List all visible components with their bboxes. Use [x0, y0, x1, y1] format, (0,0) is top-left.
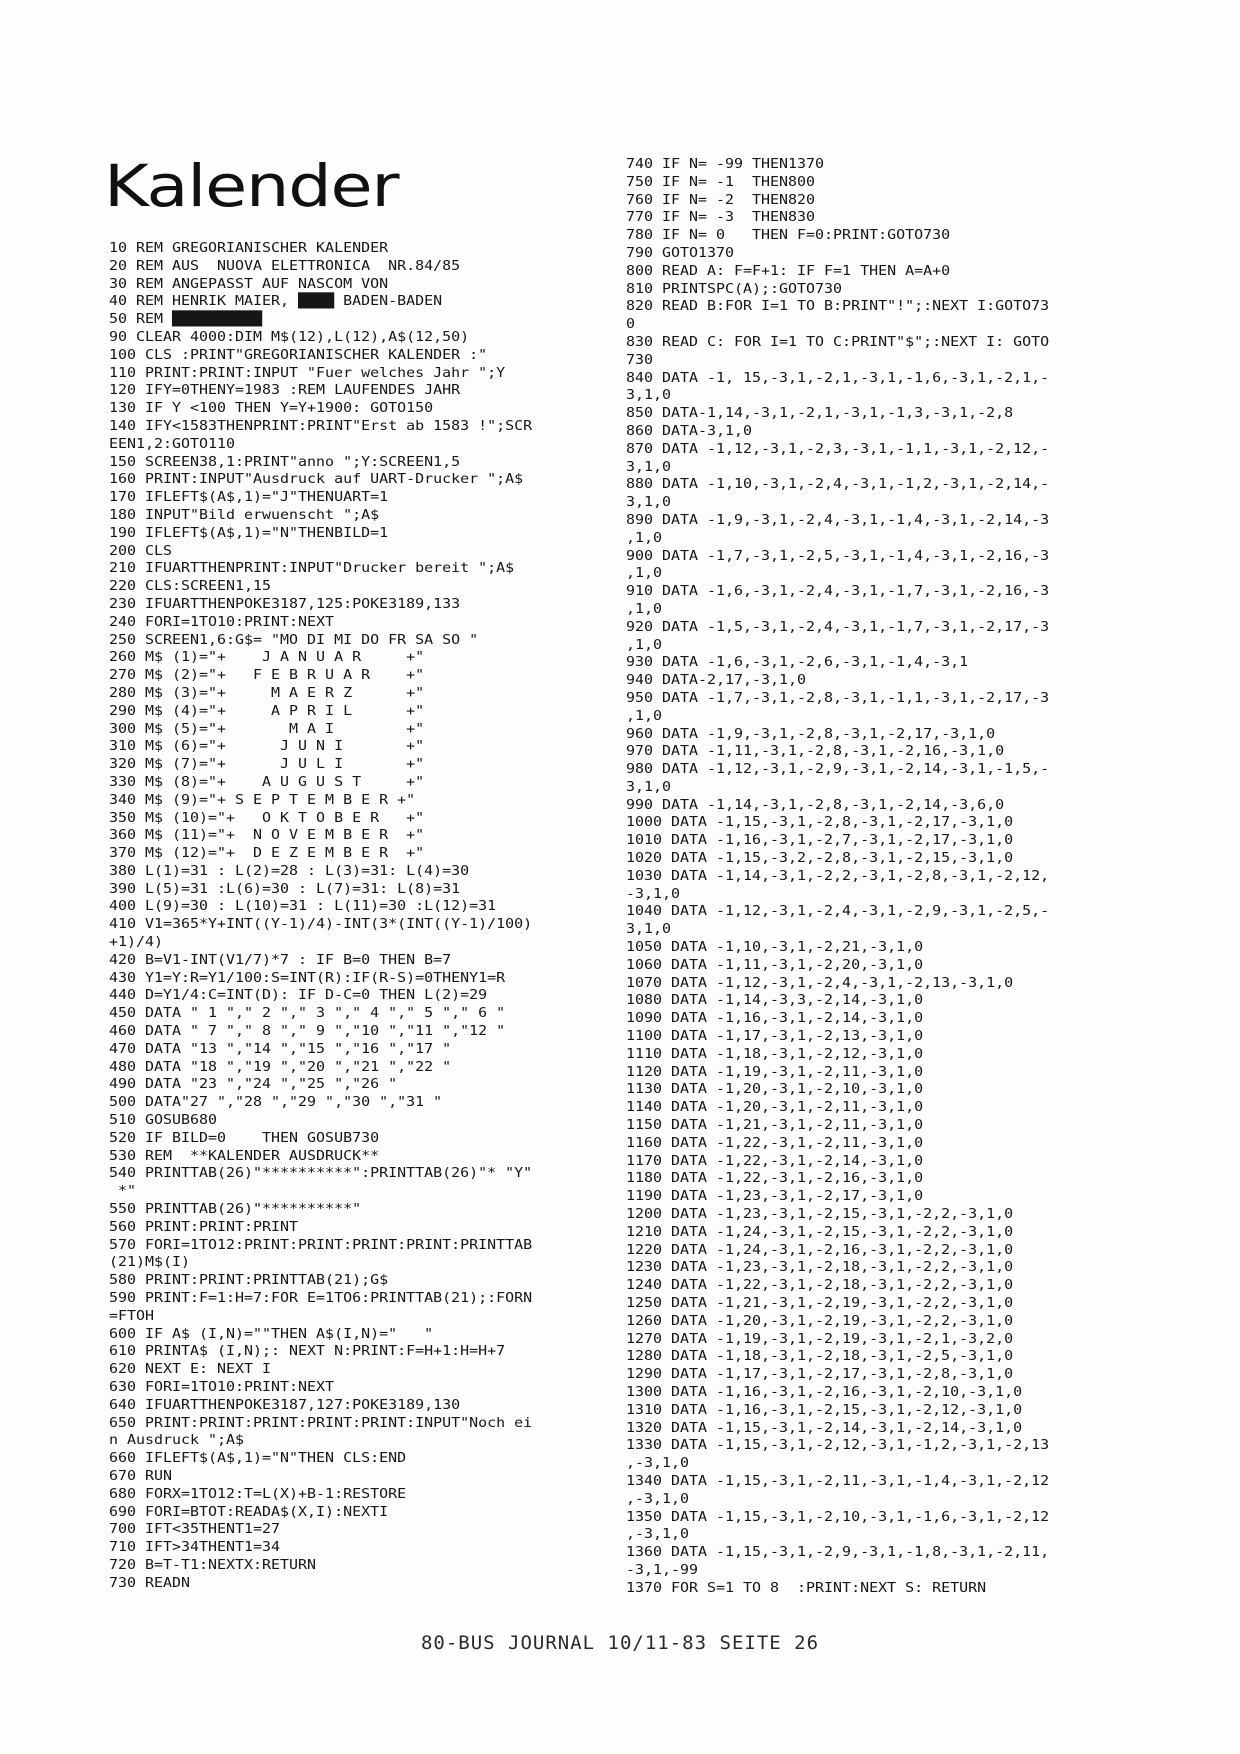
code-line: ,-3,1,0	[626, 1490, 690, 1507]
code-line: 880 DATA -1,10,-3,1,-2,4,-3,1,-1,2,-3,1,-2,14,-	[626, 476, 1050, 493]
code-line: 150 SCREEN38,1:PRINT"anno ";Y:SCREEN1,5	[109, 453, 461, 470]
code-line: 1020 DATA -1,15,-3,2,-2,8,-3,1,-2,15,-3,1,0	[626, 850, 1014, 867]
code-line: 560 PRINT:PRINT:PRINT	[109, 1218, 299, 1235]
code-line: 770 IF N= -3 THEN830	[626, 209, 816, 226]
code-line: 1010 DATA -1,16,-3,1,-2,7,-3,1,-2,17,-3,1,0	[626, 832, 1014, 849]
code-line: 1290 DATA -1,17,-3,1,-2,17,-3,1,-2,8,-3,1,0	[626, 1366, 1014, 1383]
code-line: (21)M$(I)	[109, 1254, 191, 1271]
code-line: 440 D=Y1/4:C=INT(D): IF D-C=0 THEN L(2)=29	[109, 987, 488, 1004]
code-line: 200 CLS	[109, 542, 173, 559]
code-line: 1310 DATA -1,16,-3,1,-2,15,-3,1,-2,12,-3,1,0	[626, 1401, 1023, 1418]
code-line: 430 Y1=Y:R=Y1/100:S=INT(R):IF(R-S)=0THENY1=R	[109, 969, 506, 986]
code-line: 340 M$ (9)="+ S E P T E M B E R +"	[109, 791, 416, 808]
code-line: 800 READ A: F=F+1: IF F=1 THEN A=A+0	[626, 262, 951, 279]
code-line: ,1,0	[626, 636, 663, 653]
code-line: 1210 DATA -1,24,-3,1,-2,15,-3,1,-2,2,-3,1,0	[626, 1223, 1014, 1240]
code-line: 3,1,0	[626, 494, 672, 511]
code-line: 500 DATA"27 ","28 ","29 ","30 ","31 "	[109, 1094, 443, 1111]
code-line: 690 FORI=BTOT:READA$(X,I):NEXTI	[109, 1503, 389, 1520]
code-line: 0	[626, 316, 636, 333]
code-line: 1180 DATA -1,22,-3,1,-2,16,-3,1,0	[626, 1170, 924, 1187]
code-line: 970 DATA -1,11,-3,1,-2,8,-3,1,-2,16,-3,1,0	[626, 743, 1005, 760]
code-line: 210 IFUARTTHENPRINT:INPUT"Drucker bereit ";A$	[109, 560, 515, 577]
code-line: 50 REM ██████████	[109, 311, 263, 328]
code-line: 230 IFUARTTHENPOKE3187,125:POKE3189,133	[109, 595, 461, 612]
code-line: 860 DATA-3,1,0	[626, 422, 753, 439]
code-line: 870 DATA -1,12,-3,1,-2,3,-3,1,-1,1,-3,1,-2,12,-	[626, 440, 1050, 457]
code-line: 1080 DATA -1,14,-3,3,-2,14,-3,1,0	[626, 992, 924, 1009]
code-listing-left-column	[109, 240, 533, 1593]
code-line: 1030 DATA -1,14,-3,1,-2,2,-3,1,-2,8,-3,1,-2,12,	[626, 867, 1050, 884]
code-line: 960 DATA -1,9,-3,1,-2,8,-3,1,-2,17,-3,1,0	[626, 725, 996, 742]
code-line: 830 READ C: FOR I=1 TO C:PRINT"$";:NEXT I: GOTO	[626, 333, 1050, 350]
code-line: 260 M$ (1)="+ J A N U A R +"	[109, 649, 425, 666]
code-line: 420 B=V1-INT(V1/7)*7 : IF B=0 THEN B=7	[109, 951, 452, 968]
code-line: 700 IFT<35THENT1=27	[109, 1521, 281, 1538]
code-line: 330 M$ (8)="+ A U G U S T +"	[109, 773, 425, 790]
code-line: 620 NEXT E: NEXT I	[109, 1361, 272, 1378]
code-line: 1350 DATA -1,15,-3,1,-2,10,-3,1,-1,6,-3,1,-2,12	[626, 1508, 1050, 1525]
code-line: 1090 DATA -1,16,-3,1,-2,14,-3,1,0	[626, 1010, 924, 1027]
code-line: 1340 DATA -1,15,-3,1,-2,11,-3,1,-1,4,-3,1,-2,12	[626, 1472, 1050, 1489]
code-line: 1230 DATA -1,23,-3,1,-2,18,-3,1,-2,2,-3,1,0	[626, 1259, 1014, 1276]
code-line: 570 FORI=1TO12:PRINT:PRINT:PRINT:PRINT:PRINTTAB	[109, 1236, 533, 1253]
code-line: ,1,0	[626, 707, 663, 724]
code-line: 450 DATA " 1 "," 2 "," 3 "," 4 "," 5 "," 6 "	[109, 1005, 506, 1022]
code-line: 640 IFUARTTHENPOKE3187,127:POKE3189,130	[109, 1396, 461, 1413]
code-line: 1270 DATA -1,19,-3,1,-2,19,-3,1,-2,1,-3,2,0	[626, 1330, 1014, 1347]
code-line: 380 L(1)=31 : L(2)=28 : L(3)=31: L(4)=30	[109, 862, 470, 879]
code-line: 980 DATA -1,12,-3,1,-2,9,-3,1,-2,14,-3,1,-1,5,-	[626, 761, 1050, 778]
code-line: +1)/4)	[109, 934, 164, 951]
code-line: 1370 FOR S=1 TO 8 :PRINT:NEXT S: RETURN	[626, 1579, 987, 1596]
code-line: 410 V1=365*Y+INT((Y-1)/4)-INT(3*(INT((Y-1)/100)	[109, 916, 533, 933]
code-line: 400 L(9)=30 : L(10)=31 : L(11)=30 :L(12)=31	[109, 898, 497, 915]
code-line: 1110 DATA -1,18,-3,1,-2,12,-3,1,0	[626, 1045, 924, 1062]
code-line: 910 DATA -1,6,-3,1,-2,4,-3,1,-1,7,-3,1,-2,16,-3	[626, 583, 1050, 600]
code-line: 1160 DATA -1,22,-3,1,-2,11,-3,1,0	[626, 1134, 924, 1151]
code-line: 1150 DATA -1,21,-3,1,-2,11,-3,1,0	[626, 1117, 924, 1134]
code-line: 3,1,0	[626, 387, 672, 404]
code-line: 280 M$ (3)="+ M A E R Z +"	[109, 684, 425, 701]
code-line: 140 IFY<1583THENPRINT:PRINT"Erst ab 1583 !";SCR	[109, 417, 533, 434]
code-line: 10 REM GREGORIANISCHER KALENDER	[109, 240, 389, 256]
code-line: 520 IF BILD=0 THEN GOSUB730	[109, 1129, 380, 1146]
code-line: 190 IFLEFT$(A$,1)="N"THENBILD=1	[109, 524, 389, 541]
code-line: 1220 DATA -1,24,-3,1,-2,16,-3,1,-2,2,-3,1,0	[626, 1241, 1014, 1258]
code-line: 730 READN	[109, 1574, 191, 1591]
code-line: 750 IF N= -1 THEN800	[626, 173, 816, 190]
code-line: 20 REM AUS NUOVA ELETTRONICA NR.84/85	[109, 257, 461, 274]
code-line: =FTOH	[109, 1307, 155, 1324]
code-line: 1260 DATA -1,20,-3,1,-2,19,-3,1,-2,2,-3,1,0	[626, 1312, 1014, 1329]
code-line: 360 M$ (11)="+ N O V E M B E R +"	[109, 827, 425, 844]
code-line: ,1,0	[626, 565, 663, 582]
code-line: 310 M$ (6)="+ J U N I +"	[109, 738, 425, 755]
code-line: 470 DATA "13 ","14 ","15 ","16 ","17 "	[109, 1040, 452, 1057]
code-line: 1100 DATA -1,17,-3,1,-2,13,-3,1,0	[626, 1028, 924, 1045]
code-line: 730	[626, 351, 654, 368]
code-line: 1330 DATA -1,15,-3,1,-2,12,-3,1,-1,2,-3,1,-2,13	[626, 1437, 1050, 1454]
code-line: 1140 DATA -1,20,-3,1,-2,11,-3,1,0	[626, 1099, 924, 1116]
code-line: 3,1,0	[626, 921, 672, 938]
code-line: 1170 DATA -1,22,-3,1,-2,14,-3,1,0	[626, 1152, 924, 1169]
code-line: 510 GOSUB680	[109, 1112, 218, 1129]
code-line: 710 IFT>34THENT1=34	[109, 1539, 281, 1556]
code-line: 820 READ B:FOR I=1 TO B:PRINT"!";:NEXT I:GOTO73	[626, 298, 1050, 315]
code-line: 940 DATA-2,17,-3,1,0	[626, 672, 807, 689]
code-line: 320 M$ (7)="+ J U L I +"	[109, 756, 425, 773]
code-line: 30 REM ANGEPASST AUF NASCOM VON	[109, 275, 389, 292]
code-line: 1040 DATA -1,12,-3,1,-2,4,-3,1,-2,9,-3,1,-2,5,-	[626, 903, 1050, 920]
code-line: 1000 DATA -1,15,-3,1,-2,8,-3,1,-2,17,-3,1,0	[626, 814, 1014, 831]
code-line: 1060 DATA -1,11,-3,1,-2,20,-3,1,0	[626, 956, 924, 973]
code-line: 390 L(5)=31 :L(6)=30 : L(7)=31: L(8)=31	[109, 880, 461, 897]
page-footer: 80-BUS JOURNAL 10/11-83 SEITE 26	[420, 1632, 820, 1654]
code-line: 760 IF N= -2 THEN820	[626, 191, 816, 208]
page-title: Kalender	[104, 152, 399, 220]
code-line: 3,1,0	[626, 778, 672, 795]
code-line: 1300 DATA -1,16,-3,1,-2,16,-3,1,-2,10,-3,1,0	[626, 1383, 1023, 1400]
code-line: 370 M$ (12)="+ D E Z E M B E R +"	[109, 845, 425, 862]
code-line: 930 DATA -1,6,-3,1,-2,6,-3,1,-1,4,-3,1	[626, 654, 969, 671]
code-line: 120 IFY=0THENY=1983 :REM LAUFENDES JAHR	[109, 382, 461, 399]
code-line: 660 IFLEFT$(A$,1)="N"THEN CLS:END	[109, 1450, 407, 1467]
code-line: 1360 DATA -1,15,-3,1,-2,9,-3,1,-1,8,-3,1,-2,11,	[626, 1544, 1050, 1561]
code-line: 630 FORI=1TO10:PRINT:NEXT	[109, 1379, 335, 1395]
code-line: 950 DATA -1,7,-3,1,-2,8,-3,1,-1,1,-3,1,-2,17,-3	[626, 689, 1050, 706]
code-line: 1120 DATA -1,19,-3,1,-2,11,-3,1,0	[626, 1063, 924, 1080]
code-line: 720 B=T-T1:NEXTX:RETURN	[109, 1556, 317, 1573]
code-line: 110 PRINT:PRINT:INPUT "Fuer welches Jahr ";Y	[109, 364, 506, 381]
code-line: ,-3,1,0	[626, 1526, 690, 1543]
code-line: 300 M$ (5)="+ M A I +"	[109, 720, 425, 737]
code-line: 270 M$ (2)="+ F E B R U A R +"	[109, 667, 425, 684]
code-line: 180 INPUT"Bild erwuenscht ";A$	[109, 506, 380, 523]
code-line: 220 CLS:SCREEN1,15	[109, 578, 272, 595]
code-line: 610 PRINTA$ (I,N);: NEXT N:PRINT:F=H+1:H=H+7	[109, 1343, 506, 1360]
code-line: -3,1,0	[626, 885, 681, 902]
code-line: 100 CLS :PRINT"GREGORIANISCHER KALENDER :"	[109, 346, 488, 363]
code-line: 900 DATA -1,7,-3,1,-2,5,-3,1,-1,4,-3,1,-2,16,-3	[626, 547, 1050, 564]
code-line: 480 DATA "18 ","19 ","20 ","21 ","22 "	[109, 1058, 452, 1075]
code-line: 1050 DATA -1,10,-3,1,-2,21,-3,1,0	[626, 939, 924, 956]
code-listing-right-column	[626, 156, 1050, 1598]
code-line: ,-3,1,0	[626, 1455, 690, 1472]
code-line: 490 DATA "23 ","24 ","25 ","26 "	[109, 1076, 398, 1093]
code-line: 780 IF N= 0 THEN F=0:PRINT:GOTO730	[626, 227, 951, 244]
code-line: 810 PRINTSPC(A);:GOTO730	[626, 280, 843, 297]
code-line: 680 FORX=1TO12:T=L(X)+B-1:RESTORE	[109, 1485, 407, 1502]
code-line: 890 DATA -1,9,-3,1,-2,4,-3,1,-1,4,-3,1,-2,14,-3	[626, 511, 1050, 528]
code-line: 670 RUN	[109, 1467, 173, 1484]
code-line: 1250 DATA -1,21,-3,1,-2,19,-3,1,-2,2,-3,1,0	[626, 1295, 1014, 1311]
code-line: 250 SCREEN1,6:G$= "MO DI MI DO FR SA SO "	[109, 631, 479, 648]
code-line: 1240 DATA -1,22,-3,1,-2,18,-3,1,-2,2,-3,1,0	[626, 1277, 1014, 1294]
code-line: 990 DATA -1,14,-3,1,-2,8,-3,1,-2,14,-3,6,0	[626, 796, 1005, 813]
code-line: 540 PRINTTAB(26)"**********":PRINTTAB(26)"* "Y"	[109, 1165, 533, 1182]
code-line: 170 IFLEFT$(A$,1)="J"THENUART=1	[109, 489, 389, 506]
code-line: 840 DATA -1, 15,-3,1,-2,1,-3,1,-1,6,-3,1,-2,1,-	[626, 369, 1050, 386]
code-line: 130 IF Y <100 THEN Y=Y+1900: GOTO150	[109, 400, 434, 417]
code-line: n Ausdruck ";A$	[109, 1432, 245, 1449]
code-line: *"	[109, 1183, 137, 1200]
code-line: 850 DATA-1,14,-3,1,-2,1,-3,1,-1,3,-3,1,-2,8	[626, 405, 1014, 422]
code-line: 920 DATA -1,5,-3,1,-2,4,-3,1,-1,7,-3,1,-2,17,-3	[626, 618, 1050, 635]
code-line: -3,1,-99	[626, 1561, 699, 1578]
code-line: 160 PRINT:INPUT"Ausdruck auf UART-Drucker ";A$	[109, 471, 524, 488]
code-line: 3,1,0	[626, 458, 672, 475]
code-line: 530 REM **KALENDER AUSDRUCK**	[109, 1147, 380, 1164]
code-line: ,1,0	[626, 529, 663, 546]
code-line: 240 FORI=1TO10:PRINT:NEXT	[109, 613, 335, 630]
code-line: 1200 DATA -1,23,-3,1,-2,15,-3,1,-2,2,-3,1,0	[626, 1206, 1014, 1223]
code-line: ,1,0	[626, 600, 663, 617]
code-line: 590 PRINT:F=1:H=7:FOR E=1TO6:PRINTTAB(21);:FORN	[109, 1290, 533, 1307]
code-line: 1190 DATA -1,23,-3,1,-2,17,-3,1,0	[626, 1188, 924, 1205]
code-line: 460 DATA " 7 "," 8 "," 9 ","10 ","11 ","12 "	[109, 1023, 506, 1040]
code-line: 350 M$ (10)="+ O K T O B E R +"	[109, 809, 425, 826]
code-line: 580 PRINT:PRINT:PRINTTAB(21);G$	[109, 1272, 389, 1289]
code-line: 650 PRINT:PRINT:PRINT:PRINT:PRINT:INPUT"Noch ei	[109, 1414, 533, 1431]
code-line: 790 GOTO1370	[626, 244, 735, 261]
code-line: 1070 DATA -1,12,-3,1,-2,4,-3,1,-2,13,-3,1,0	[626, 974, 1014, 991]
code-line: 740 IF N= -99 THEN1370	[626, 156, 825, 172]
code-line: EEN1,2:GOTO110	[109, 435, 236, 452]
code-line: 40 REM HENRIK MAIER, ████ BADEN-BADEN	[109, 293, 443, 310]
code-line: 1280 DATA -1,18,-3,1,-2,18,-3,1,-2,5,-3,1,0	[626, 1348, 1014, 1365]
code-line: 90 CLEAR 4000:DIM M$(12),L(12),A$(12,50)	[109, 328, 470, 345]
code-line: 290 M$ (4)="+ A P R I L +"	[109, 702, 425, 719]
code-line: 550 PRINTTAB(26)"**********"	[109, 1201, 362, 1218]
code-line: 1320 DATA -1,15,-3,1,-2,14,-3,1,-2,14,-3,1,0	[626, 1419, 1023, 1436]
code-line: 600 IF A$ (I,N)=""THEN A$(I,N)=" "	[109, 1325, 434, 1342]
code-line: 1130 DATA -1,20,-3,1,-2,10,-3,1,0	[626, 1081, 924, 1098]
